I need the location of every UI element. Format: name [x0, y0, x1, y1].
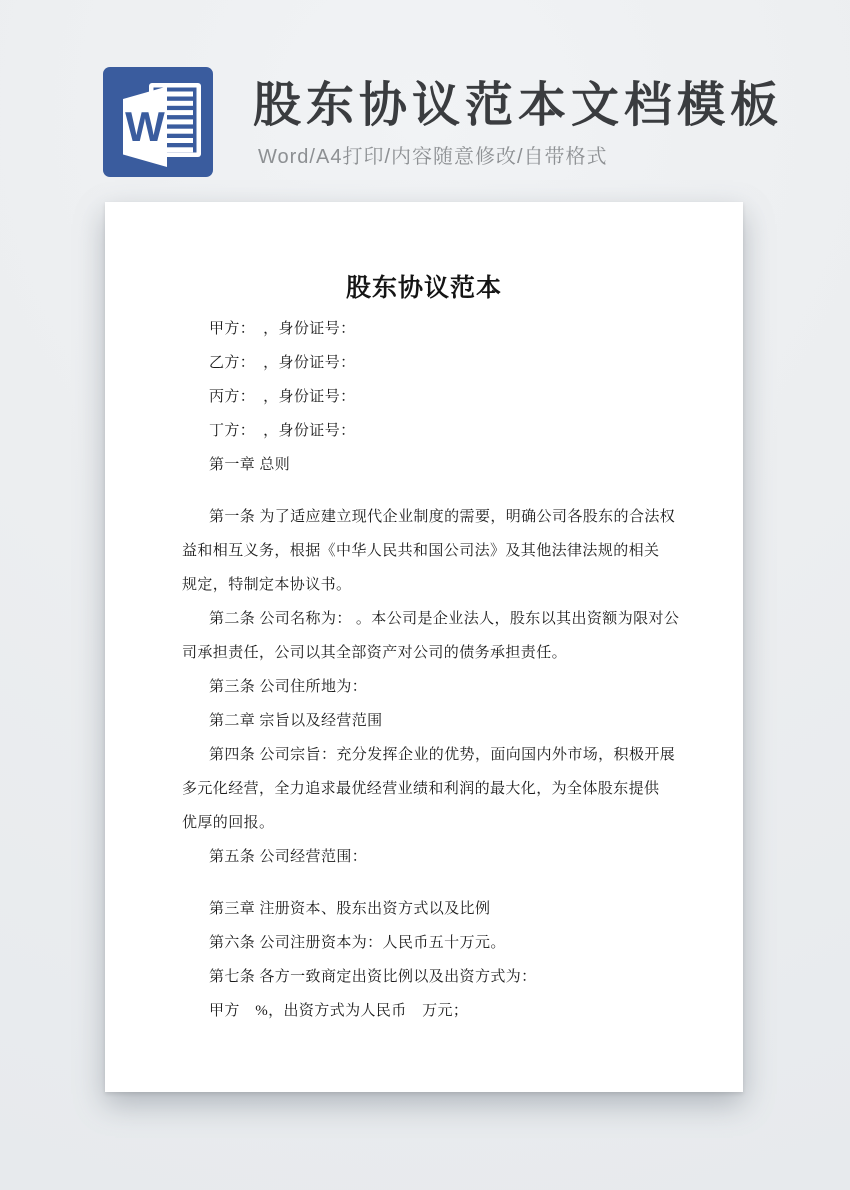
doc-line: 第一章 总则 — [209, 457, 291, 473]
word-icon — [103, 67, 213, 177]
doc-blank-line — [182, 482, 743, 500]
doc-line: 丁方： ，身份证号： — [209, 423, 356, 439]
doc-line: 第三章 注册资本、股东出资方式以及比例 — [209, 901, 491, 917]
doc-line: 第五条 公司经营范围： — [209, 849, 368, 865]
doc-line: 第二章 宗旨以及经营范围 — [209, 713, 383, 729]
word-icon-page-fold — [123, 87, 167, 168]
doc-line: 优厚的回报。 — [182, 815, 275, 831]
doc-line: 丙方： ，身份证号： — [209, 389, 356, 405]
page-title: 股东协议范本文档模板 — [253, 79, 784, 132]
doc-line: 第四条 公司宗旨：充分发挥企业的优势，面向国内外市场，积极开展 — [209, 747, 676, 763]
doc-line: 乙方： ，身份证号： — [209, 355, 356, 371]
doc-line: 益和相互义务，根据《中华人民共和国公司法》及其他法律法规的相关 — [182, 543, 660, 559]
doc-body — [182, 312, 743, 1028]
doc-line: 第二条 公司名称为： 。本公司是企业法人，股东以其出资额为限对公 — [209, 611, 680, 627]
doc-line: 多元化经营，全力追求最优经营业绩和利润的最大化，为全体股东提供 — [182, 781, 660, 797]
doc-line: 甲方： ，身份证号： — [209, 321, 356, 337]
doc-line: 第一条 为了适应建立现代企业制度的需要，明确公司各股东的合法权 — [209, 509, 676, 525]
doc-line: 司承担责任，公司以其全部资产对公司的债务承担责任。 — [182, 645, 568, 661]
doc-line: 第三条 公司住所地为： — [209, 679, 368, 695]
doc-line: 甲方 %，出资方式为人民币 万元； — [209, 1003, 469, 1019]
doc-line: 第七条 各方一致商定出资比例以及出资方式为： — [209, 969, 537, 985]
doc-blank-line — [182, 874, 743, 892]
page-subtitle: Word/A4打印/内容随意修改/自带格式 — [258, 146, 608, 168]
word-icon-letter: W — [125, 103, 165, 150]
doc-title: 股东协议范本 — [345, 275, 502, 302]
document-page — [105, 202, 743, 1092]
doc-line: 规定，特制定本协议书。 — [182, 577, 352, 593]
doc-line: 第六条 公司注册资本为：人民币五十万元。 — [209, 935, 506, 951]
